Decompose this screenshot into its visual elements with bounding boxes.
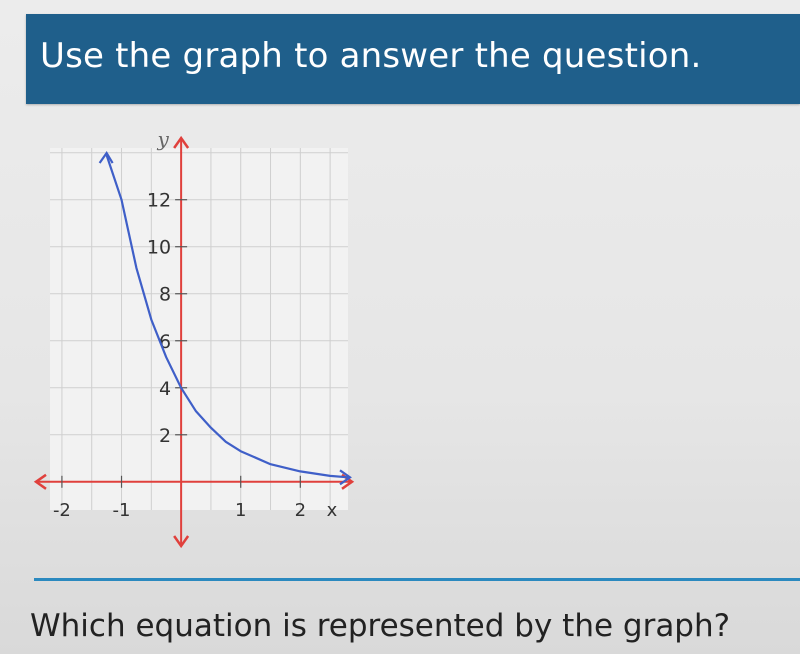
y-tick-label: 4 bbox=[159, 377, 172, 400]
y-tick-label: 8 bbox=[159, 283, 172, 306]
x-tick-label: 2 bbox=[294, 499, 307, 521]
page-title: Use the graph to answer the question. bbox=[40, 36, 702, 76]
question-header bbox=[26, 14, 800, 104]
x-tick-label: -2 bbox=[52, 499, 71, 521]
y-axis-label: y bbox=[157, 127, 169, 151]
section-divider bbox=[34, 578, 800, 581]
y-tick-label: 10 bbox=[146, 236, 172, 259]
y-tick-label: 2 bbox=[159, 424, 172, 447]
function-graph bbox=[30, 118, 370, 564]
x-tick-label: -1 bbox=[112, 499, 131, 521]
graph-panel bbox=[30, 118, 370, 564]
x-axis-label: x bbox=[326, 499, 338, 521]
y-tick-label: 6 bbox=[159, 330, 172, 353]
plot-background bbox=[50, 148, 348, 510]
x-tick-label: 1 bbox=[234, 499, 247, 521]
y-tick-label: 12 bbox=[146, 189, 172, 212]
question-text: Which equation is represented by the graph? bbox=[30, 608, 731, 644]
